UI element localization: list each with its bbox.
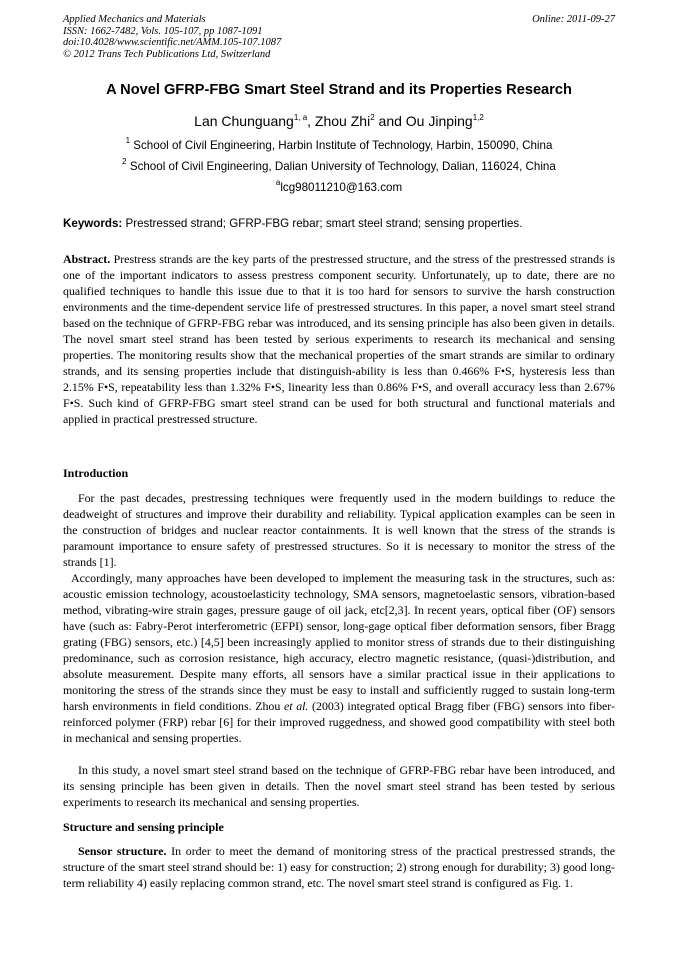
abstract-paragraph (63, 251, 615, 427)
affiliation-2 (40, 157, 638, 173)
structure-label: Sensor structure. (78, 844, 167, 858)
section-heading-structure: Structure and sensing principle (63, 820, 224, 834)
intro-paragraph-2-text: (2003) integrated optical Bragg fiber (FBG) sensors into fiber-reinforced polymer (FRP) rebar [6] for their improved ruggedness, and showed good compatibility with steel both in mechanical and sensing properties. (63, 699, 615, 745)
author-affiliation-mark: 2 (370, 113, 375, 122)
journal-header (63, 14, 615, 60)
abstract-text: Prestress strands are the key parts of the prestressed structure, and the stress of the prestressed strands is one of the important indicators to assess prestress component security. Unfortunately, up to date, there are no qualified techniques to handle this issue due to that it is too hard for sensors to survive the harsh construction environments and the time-dependent service life of prestressed structures. In this paper, a novel smart steel strand based on the technique of GFRP-FBG rebar was introduced, and its sensing principle has also been given in details. The novel smart steel strand has been tested by serious experiments to research its mechanical and sensing properties. The monitoring results show that the mechanical properties of the smart strands are similar to ordinary strands, and its sensing properties include that distinguish-ability is less than 0.466% F•S, hysteresis less than 2.15% F•S, repeatability less than 1.32% F•S, linearity less than 0.86% F•S, and overall accuracy less than 2.67% F•S. Such kind of GFRP-FBG smart steel strand can be used for both structural and functional materials and applied in practical prestressed structure. (63, 252, 615, 426)
doi-line: doi:10.4028/www.scientific.net/AMM.105-107.1087 (63, 37, 282, 49)
keywords (63, 217, 623, 230)
author-name: and Ou Jinping (374, 113, 473, 129)
affiliation-text: School of Civil Engineering, Dalian University of Technology, Dalian, 116024, China (126, 160, 556, 173)
affiliation-mark: 2 (122, 157, 127, 166)
journal-name: Applied Mechanics and Materials (63, 14, 206, 25)
email-text: lcg98011210@163.com (280, 181, 403, 194)
author-name: , Zhou Zhi (307, 113, 371, 129)
affiliation-mark: 1 (125, 136, 131, 145)
copyright-line: © 2012 Trans Tech Publications Ltd, Switzerland (63, 48, 271, 60)
intro-paragraph-2-emphasis: et al. (283, 699, 309, 713)
intro-paragraph-1: For the past decades, prestressing techniques were frequently used in the modern buildings to reduce the deadweight of structures and improve their durability and reliability. Typical application examples can be seen in the construction of bridges and nuclear reactor containments. It is well known that the stress of the strands is paramount importance to ensure safety of prestressed structures. So it is necessary to monitor the stress of the strands [1]. (63, 491, 615, 569)
intro-paragraph-2-text: Accordingly, many approaches have been developed to implement the measuring task in the structures, such as: acoustic emission technology, acoustoelasticity technology, SMA sensors, magnetoelastic sensors, vibration-based method, vibrating-wire strain gages, pressure gauge of oil jack, etc[2,3]. In recent years, optical fiber (OF) sensors have (such as: Fabry-Perot interferometric (EFPI) sensor, long-gage optical fiber deformation sensors, fiber Bragg grating (FBG) sensors, etc.) [4,5] been increasingly applied to monitor stress of strands due to their distinguishing predominance, such as corrosion resistance, high accuracy, electro magnetic resistance, (quasi-)distribution, and absolute measurement. Despite many efforts, all sensors have a similar practical issue in their applications to monitoring the stress of the strands since they must be easy to install and sufficiently rugged to sustain long-term harsh environments in field conditions. Zhou (63, 571, 615, 713)
author-name: Lan Chunguang (194, 113, 294, 129)
affiliation-text: School of Civil Engineering, Harbin Institute of Technology, Harbin, 150090, China (130, 139, 553, 152)
abstract-label: Abstract. (63, 252, 111, 266)
intro-paragraph-3: In this study, a novel smart steel strand based on the technique of GFRP-FBG rebar have been introduced, and its sensing principle has been given in details. Then the novel smart steel strand has been tested by serious experiments to research its mechanical and sensing properties. (63, 763, 615, 809)
paper-title: A Novel GFRP-FBG Smart Steel Strand and its Properties Research (106, 82, 572, 98)
section-heading-introduction: Introduction (63, 466, 129, 480)
author-email (40, 178, 638, 194)
keywords-text: Prestressed strand; GFRP-FBG rebar; smart steel strand; sensing properties. (122, 217, 523, 230)
author-affiliation-mark: 1, a (293, 113, 308, 122)
structure-text: In order to meet the demand of monitoring stress of the practical prestressed strands, the structure of the smart steel strand should be: 1) easy for construction; 2) strong enough for durability; 3) good long-term reliability 4) easily replacing common strand, etc. The novel smart steel strand is configured as Fig. 1. (63, 844, 615, 890)
intro-paragraph-2 (63, 570, 615, 746)
issn-line: ISSN: 1662-7482, Vols. 105-107, pp 1087-1091 (63, 25, 263, 37)
online-date: Online: 2011-09-27 (532, 14, 615, 25)
author-affiliation-mark: 1,2 (472, 113, 484, 122)
structure-paragraph (63, 843, 615, 891)
author-list (40, 113, 638, 129)
keywords-label: Keywords: (63, 217, 123, 230)
affiliation-1 (40, 136, 638, 152)
email-mark: a (275, 178, 281, 187)
